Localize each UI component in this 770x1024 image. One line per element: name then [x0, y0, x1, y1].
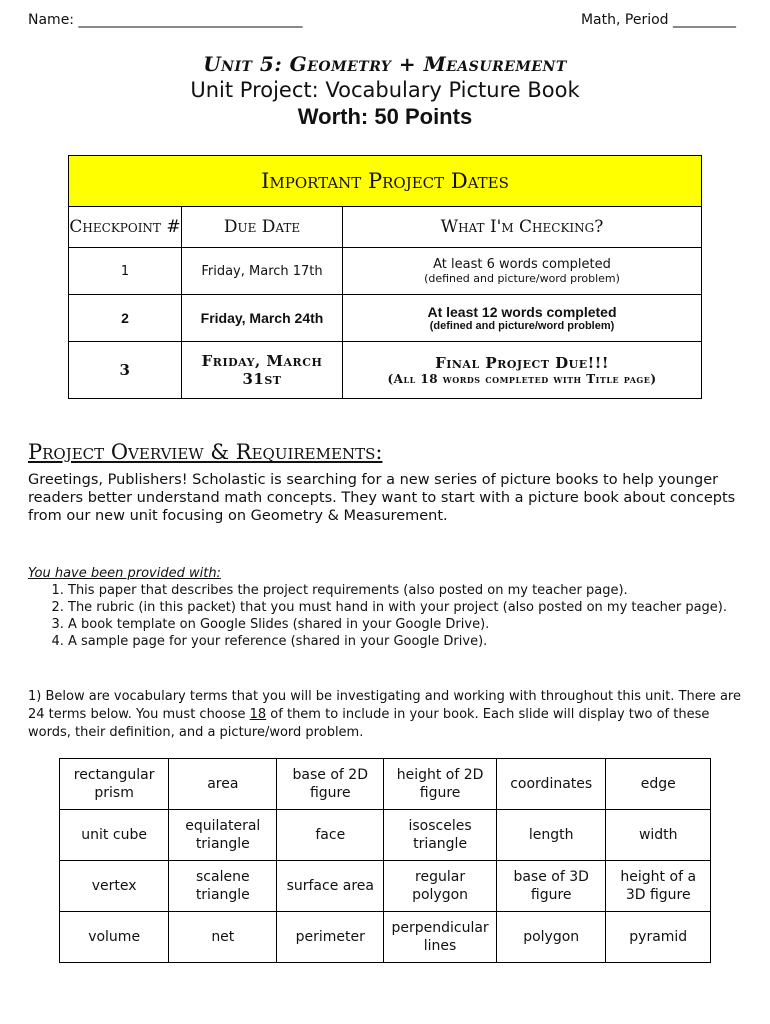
worth-points: Worth: 50 Points [297, 104, 473, 129]
vocab-term: surface area [277, 861, 384, 912]
vocab-term: coordinates [496, 759, 606, 810]
checkpoint-number: 3 [69, 342, 182, 399]
col-checking: What I'm Checking? [343, 207, 702, 248]
table-row [60, 810, 711, 861]
provided-heading: You have been provided with: [28, 566, 221, 581]
vocab-term: pyramid [606, 912, 711, 963]
checking-main: Final Project Due!!! [435, 354, 609, 372]
provided-list [28, 582, 748, 650]
list-item: 4. A sample page for your reference (shared in your Google Drive). [68, 633, 748, 650]
col-checkpoint: Checkpoint # [69, 207, 182, 248]
table-row [60, 861, 711, 912]
vocab-term: length [496, 810, 606, 861]
vocab-term: rectangular prism [60, 759, 169, 810]
table-row [69, 342, 702, 399]
table-row [69, 295, 702, 342]
vocab-term: edge [606, 759, 711, 810]
provided-section [28, 565, 748, 650]
vocab-term: base of 2D figure [277, 759, 384, 810]
vocab-term: height of a 3D figure [606, 861, 711, 912]
dates-table-heading: Important Project Dates [69, 156, 702, 207]
instructions-part1: 1) Below are vocabulary terms that you will be investigating and working with throughout this unit. There are 24 terms below. You must choose [28, 689, 741, 722]
vocab-term: polygon [496, 912, 606, 963]
vocab-term: scalene triangle [169, 861, 277, 912]
col-due-date: Due Date [182, 207, 343, 248]
period-field-label: Math, Period _________ [580, 12, 736, 28]
vocab-term: volume [60, 912, 169, 963]
checking-detail: (defined and picture/word problem) [429, 320, 615, 332]
due-date: Friday, March 24th [182, 295, 343, 342]
vocab-term: equilateral triangle [169, 810, 277, 861]
overview-paragraph: Greetings, Publishers! Scholastic is searching for a new series of picture books to help younger readers better understand math concepts. They want to start with a picture book about concepts from our new unit focusing on Geometry & Measurement. [28, 472, 736, 524]
project-title: Unit Project: Vocabulary Picture Book [190, 78, 580, 102]
vocab-term: isosceles triangle [384, 810, 497, 861]
table-row [60, 759, 711, 810]
name-field-label: Name: ________________________________ [28, 12, 303, 28]
vocab-term: width [606, 810, 711, 861]
due-date: Friday, March 31st [182, 342, 343, 399]
checking-cell [343, 342, 702, 399]
title-block [0, 52, 770, 130]
checking-detail: (All 18 words completed with Title page) [387, 372, 657, 386]
list-item: 3. A book template on Google Slides (shared in your Google Drive). [68, 616, 748, 633]
checkpoint-number: 1 [69, 248, 182, 295]
vocab-term: regular polygon [384, 861, 497, 912]
instructions-number: 18 [249, 707, 267, 722]
vocab-term: face [277, 810, 384, 861]
vocab-term: perpendicular lines [384, 912, 497, 963]
list-item: 1. This paper that describes the project requirements (also posted on my teacher page). [68, 582, 748, 599]
vocab-term: vertex [60, 861, 169, 912]
checking-main: At least 12 words completed [427, 304, 617, 320]
vocab-term: base of 3D figure [496, 861, 606, 912]
vocab-table [59, 758, 711, 963]
list-item: 2. The rubric (in this packet) that you must hand in with your project (also posted on my teacher page). [68, 599, 748, 616]
checking-cell [343, 248, 702, 295]
vocab-term: height of 2D figure [384, 759, 497, 810]
unit-title: Unit 5: Geometry + Measurement [203, 52, 567, 76]
vocab-term: unit cube [60, 810, 169, 861]
due-date: Friday, March 17th [182, 248, 343, 295]
table-row [60, 912, 711, 963]
vocab-term: net [169, 912, 277, 963]
vocab-term: area [169, 759, 277, 810]
checkpoint-number: 2 [69, 295, 182, 342]
instructions-part2: of them to include in your book. Each slide will display two of these words, their definition, and a picture/word problem. [28, 707, 710, 740]
project-dates-table [68, 155, 702, 399]
checking-main: At least 6 words completed [433, 257, 611, 272]
vocab-term: perimeter [277, 912, 384, 963]
overview-heading: Project Overview & Requirements: [28, 440, 383, 464]
vocab-instructions [28, 688, 748, 742]
checking-detail: (defined and picture/word problem) [424, 272, 620, 285]
table-row [69, 248, 702, 295]
checking-cell [343, 295, 702, 342]
